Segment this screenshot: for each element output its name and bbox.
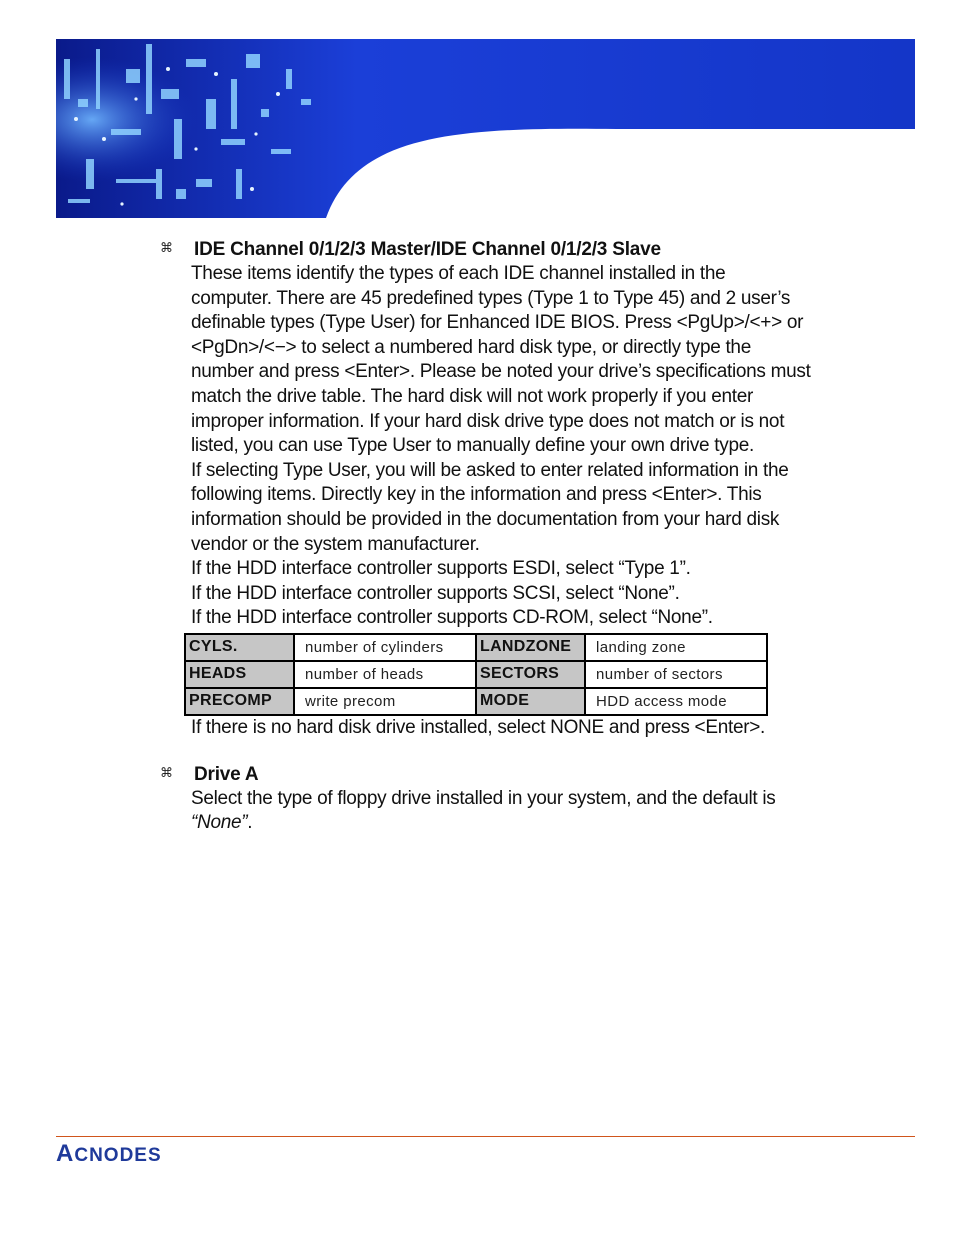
paragraph	[191, 787, 811, 836]
paragraph-text: .	[247, 812, 253, 834]
paragraph: If the HDD interface controller supports CD-ROM, select “None”.	[191, 607, 713, 629]
circuit-board-image	[56, 39, 915, 218]
acnodes-logo	[56, 1140, 162, 1168]
main-content	[160, 238, 820, 836]
default-value: “None”	[191, 812, 248, 834]
section-title: Drive A	[194, 763, 259, 785]
footer-divider	[56, 1136, 915, 1137]
table-key-cell: PRECOMP	[185, 688, 294, 715]
logo-initial: A	[56, 1140, 75, 1167]
table-key-cell: LANDZONE	[476, 634, 585, 661]
table-value-cell: HDD access mode	[585, 688, 767, 715]
table-value-cell: number of heads	[294, 661, 476, 688]
table-row	[185, 661, 767, 688]
paragraph: These items identify the types of each IDE channel installed in the computer. There are 45 predefined types (Type 1 to Type 45) and 2 user’s definable types (Type User) for Enhanced IDE BIOS. Press <PgUp>/<+> or <PgDn>/<−> to select a numbered hard disk type, or directly type the number and press <Enter>. Please be noted your drive’s specifications must match the drive table. The hard disk will not work properly if you enter improper information. If your hard disk drive type does not match or is not listed, you can use Type User to manually define your own drive type.	[191, 263, 811, 457]
table-row	[185, 688, 767, 715]
table-value-cell: number of cylinders	[294, 634, 476, 661]
section-body	[191, 262, 811, 741]
table-row	[185, 634, 767, 661]
paragraph: If the HDD interface controller supports SCSI, select “None”.	[191, 582, 680, 604]
header-banner	[56, 39, 915, 218]
command-bullet-icon: ⌘	[160, 765, 173, 781]
paragraph: If selecting Type User, you will be asked to enter related information in the following items. Directly key in the information and press <Enter>. This information should be provided in the documentation from your hard disk vendor or the system manufacturer.	[191, 459, 789, 555]
section-drive-a	[160, 763, 820, 836]
section-ide-channel	[160, 238, 820, 741]
paragraph: If the HDD interface controller supports ESDI, select “Type 1”.	[191, 558, 691, 580]
logo-text: CNODES	[74, 1145, 162, 1166]
table-key-cell: HEADS	[185, 661, 294, 688]
command-bullet-icon: ⌘	[160, 241, 173, 256]
table-key-cell: CYLS.	[185, 634, 294, 661]
drive-parameters-table	[184, 633, 768, 716]
table-key-cell: MODE	[476, 688, 585, 715]
table-value-cell: write precom	[294, 688, 476, 715]
section-title: IDE Channel 0/1/2/3 Master/IDE Channel 0/1/2/3 Slave	[194, 239, 661, 260]
section-body	[191, 787, 811, 836]
table-key-cell: SECTORS	[476, 661, 585, 688]
paragraph-text: Select the type of floppy drive installed in your system, and the default is	[191, 787, 776, 809]
paragraph: If there is no hard disk drive installed, select NONE and press <Enter>.	[191, 716, 766, 738]
table-value-cell: landing zone	[585, 634, 767, 661]
table-value-cell: number of sectors	[585, 661, 767, 688]
